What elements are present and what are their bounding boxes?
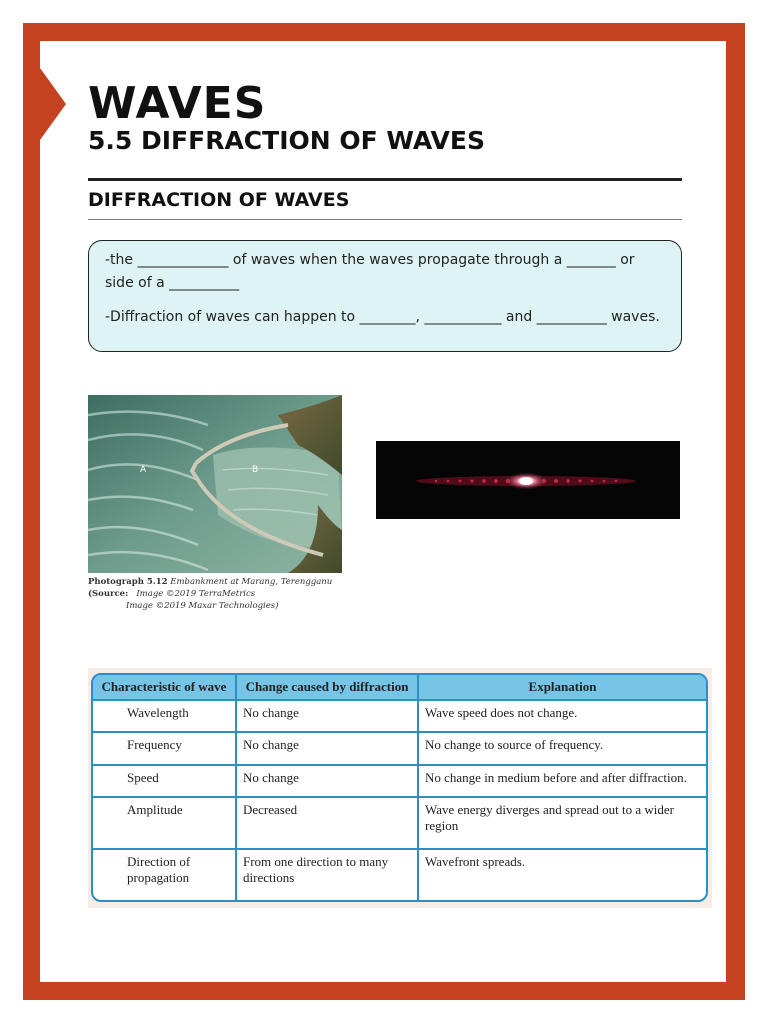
caption-label: Photograph 5.12 [88, 577, 168, 587]
cell-change: No change [237, 766, 419, 798]
light-diffraction-photo [376, 441, 680, 519]
photo-caption [88, 576, 388, 612]
photo-label-b: B [252, 465, 259, 475]
header-change: Change caused by diffraction [237, 675, 419, 701]
page-title: WAVES [88, 78, 267, 129]
chapter-tab [23, 68, 40, 140]
table-row [93, 850, 706, 900]
cell-change: No change [237, 733, 419, 765]
cell-explanation: Wave energy diverges and spread out to a wider region [419, 798, 706, 850]
table-row [93, 701, 706, 733]
cell-explanation: No change to source of frequency. [419, 733, 706, 765]
cell-change: Decreased [237, 798, 419, 850]
diffraction-characteristics-table [91, 673, 708, 902]
table-row [93, 766, 706, 798]
source-label: (Source: [88, 589, 129, 599]
cell-characteristic: Direction of propagation [93, 850, 237, 900]
cell-characteristic: Frequency [93, 733, 237, 765]
cell-explanation: Wave speed does not change. [419, 701, 706, 733]
title-divider [88, 178, 682, 181]
cell-explanation: Wavefront spreads. [425, 854, 526, 870]
cell-change: From one direction to many directions [237, 850, 419, 900]
diffraction-table-panel [88, 668, 712, 908]
caption-text: Embankment at Marang, Terengganu [170, 577, 333, 587]
embankment-photo [88, 395, 342, 573]
chapter-tab-arrow [40, 68, 66, 140]
cell-explanation: No change in medium before and after diffraction. [419, 766, 706, 798]
cell-change: No change [237, 701, 419, 733]
cell-characteristic: Wavelength [93, 701, 237, 733]
table-header-row [93, 675, 706, 701]
section-heading: DIFFRACTION OF WAVES [88, 189, 350, 211]
source-line-2: Image ©2019 Maxar Technologies) [126, 601, 279, 611]
note-line-types: -Diffraction of waves can happen to ________, ___________ and __________ waves. [105, 309, 660, 325]
fill-in-notes-box [88, 240, 682, 352]
header-characteristic: Characteristic of wave [93, 675, 237, 701]
page-subtitle: 5.5 DIFFRACTION OF WAVES [88, 126, 485, 155]
photo-label-a: A [140, 465, 147, 475]
cell-characteristic: Speed [93, 766, 237, 798]
cell-characteristic: Amplitude [93, 798, 237, 850]
note-line-definition: -the _____________ of waves when the waves propagate through a _______ or side of a __________ [105, 252, 635, 291]
section-divider [88, 219, 682, 220]
table-row [93, 733, 706, 765]
table-row [93, 798, 706, 850]
header-explanation: Explanation [419, 675, 706, 701]
source-line-1: Image ©2019 TerraMetrics [136, 589, 256, 599]
